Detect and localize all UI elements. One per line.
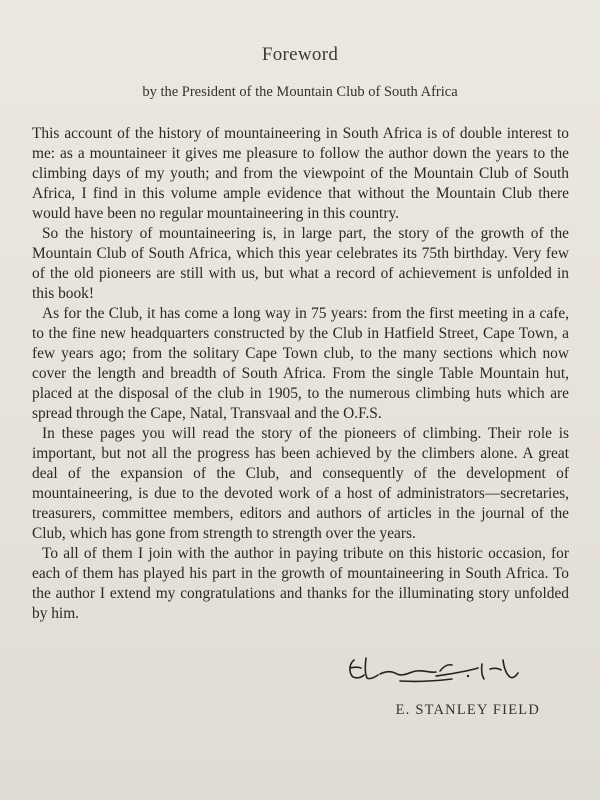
page-subtitle: by the President of the Mountain Club of South Africa [142,84,458,100]
foreword-body [32,124,569,624]
signature-icon [340,646,530,696]
page-title: Foreword [261,44,339,65]
paragraph: As for the Club, it has come a long way in 75 years: from the first meeting in a cafe, to the fine new headquarters constructed by the Club in Hatfield Street, Cape Town, a few years ago; from the solitary Cape Town club, to the many sections which now cover the length and breadth of South Africa. From the single Table Mountain hut, placed at the disposal of the club in 1905, to the numerous climbing huts which are spread through the Cape, Natal, Transvaal and the O.F.S. [32,305,569,422]
paragraph: In these pages you will read the story of the pioneers of climbing. Their role is important, but not all the progress has been achieved by the climbers alone. A great deal of the expansion of the Club, and consequently of the development of mountaineering, is due to the devoted work of a host of administrators—secretaries, treasurers, committee members, editors and authors of articles in the journal of the Club, which has gone from strength to strength over the years. [32,425,569,542]
paragraph: This account of the history of mountaineering in South Africa is of double interest to me: as a mountaineer it gives me pleasure to follow the author down the years to the climbing days of my youth; and from the viewpoint of the Mountain Club of South Africa, I find in this volume ample evidence that without the Mountain Club there would have been no regular mountaineering in this country. [32,125,569,222]
paragraph: So the history of mountaineering is, in large part, the story of the growth of the Mountain Club of South Africa, which this year celebrates its 75th birthday. Very few of the old pioneers are still with us, but what a record of achievement is unfolded in this book! [32,225,569,302]
signer-name: E. STANLEY FIELD [395,702,540,718]
paragraph: To all of them I join with the author in paying tribute on this historic occasion, for each of them has played his part in the growth of mountaineering in South Africa. To the author I extend my congratulations and thanks for the illuminating story unfolded by him. [32,545,569,622]
